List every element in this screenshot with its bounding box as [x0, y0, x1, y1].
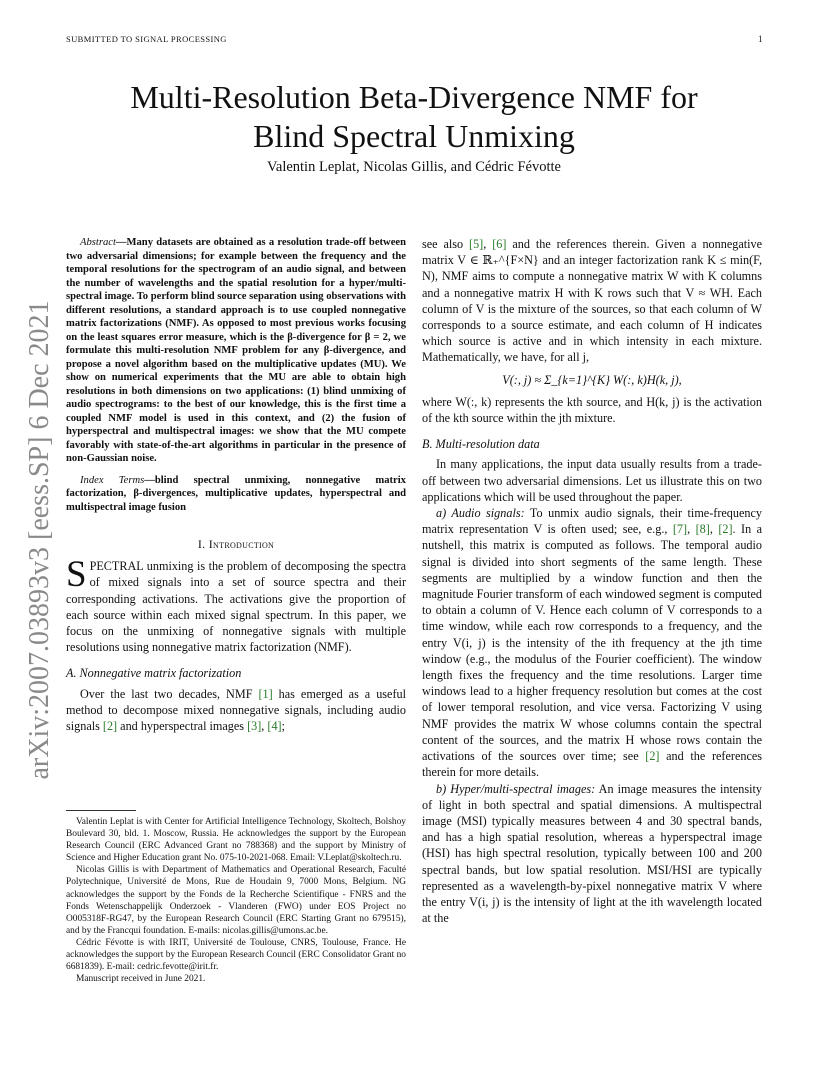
page-number: 1: [758, 34, 763, 44]
footnote-rule: [66, 810, 136, 811]
nmf-definition-paragraph: see also [5], [6] and the references therein. Given a nonnegative matrix V ∈ ℝ₊^{F×N} and an integer factorization rank K ≤ min(F, N), NMF aims to compute a nonnegative matrix W with K columns and a nonnegative matrix H with K rows such that V ≈ WH. Each column of V is the mixture of the sources, so that each column of W corresponds to a source estimate, and each column of H indicates which source is active and in which intensity in each mixture. Mathematically, we have, for all j,: [422, 237, 763, 365]
citation-link[interactable]: [4]: [267, 719, 282, 734]
citation-link[interactable]: [2]: [645, 749, 660, 764]
subsection-heading-nmf: A. Nonnegative matrix factorization: [66, 666, 242, 681]
section-heading-introduction: I. Introduction: [197, 537, 275, 551]
hyperspectral-paragraph: b) Hyper/multi-spectral images: An image measures the intensity of light in both spectral and spatial dimensions. A multispectral image (MSI) typically measures between 4 and 30 spectral bands, and has a high spatial resolution, whereas a hyperspectral image (HSI) has high spectral resolution, typically between 100 and 200 spectral bands, but low spatial resolution. MSI/HSI are typically represented as a wavelength-by-pixel nonnegative matrix V where the entry V(i, j) is the intensity of light at the ith wavelength located at the: [422, 781, 762, 926]
subsection-heading-multires: B. Multi-resolution data: [422, 437, 540, 452]
audio-paragraph: a) Audio signals: To unmix audio signals, their time-frequency matrix representation V is often used; see, e.g., [7], [8], [2]. In a nutshell, this matrix is computed as follows. The temporal audio signal is divided into short segments of the same length. These segments are multiplied by a window function and then the magnitude Fourier transform of each windowed segment is computed to obtain a column of V. Hence each column of V corresponds to a time window, while each row corresponds to a frequency, and the entry V(i, j) is the intensity of the ith frequency at the jth time window (e.g., the modulus of the Fourier coefficient). The window length fixes the frequency and the time resolutions. Larger time windows lead to a higher frequency resolution but comes at the cost of lower temporal resolution, and vice versa. Factorizing V using NMF provides the matrix W whose columns contain the spectral content of the sources, and the matrix H whose rows contain the activations of the sources over time; see [2] and the references therein for more details.: [422, 506, 763, 780]
equation-explanation: where W(:, k) represents the kth source, and H(k, j) is the activation of the kth source within the jth mixture.: [422, 394, 762, 426]
left-column: [66, 236, 406, 734]
footnote-fevotte: Cédric Févotte is with IRIT, Université de Toulouse, CNRS, Toulouse, France. He acknowledges the support by the European Research Council (ERC Consolidator Grant no 6681839). E-mail: cedric.fevotte@irit.fr.: [66, 937, 406, 973]
index-terms-text: —blind spectral unmixing, nonnegative matrix factorization, β-divergences, multiplicative updates, hyperspectral and multispectral image fusion: [66, 474, 406, 513]
title-line-1: Multi-Resolution Beta-Divergence NMF for: [130, 79, 698, 115]
citation-link[interactable]: [2]: [718, 522, 733, 537]
hyperspectral-heading: b) Hyper/multi-spectral images:: [436, 781, 596, 796]
citation-link[interactable]: [6]: [492, 237, 507, 251]
nmf-paragraph: Over the last two decades, NMF [1] has emerged as a useful method to decompose mixed nonnegative signals, including audio signals [2] and hyperspectral images [3], [4];: [66, 686, 406, 734]
footnotes: [66, 816, 406, 985]
abstract: [66, 236, 406, 466]
citation-link[interactable]: [2]: [102, 719, 118, 734]
equation-mixture: V(:, j) ≈ Σ_{k=1}^{K} W(:, k)H(k, j),: [502, 372, 682, 387]
paper-title: [66, 78, 762, 156]
index-terms-label: Index Terms: [80, 474, 145, 486]
footnote-manuscript: Manuscript received in June 2021.: [76, 974, 206, 985]
index-terms: [66, 474, 406, 515]
citation-link[interactable]: [1]: [258, 686, 273, 701]
citation-link[interactable]: [7]: [672, 522, 688, 537]
right-column: [422, 236, 762, 926]
dropcap: S: [66, 554, 87, 596]
arxiv-sidebar: [20, 300, 60, 780]
running-header: SUBMITTED TO SIGNAL PROCESSING: [66, 34, 227, 44]
multires-paragraph: In many applications, the input data usually results from a trade-off between two adversarial dimensions. Let us illustrate this on two applications which will be used throughout the paper.: [422, 457, 762, 504]
title-line-2: Blind Spectral Unmixing: [253, 118, 575, 154]
authors: Valentin Leplat, Nicolas Gillis, and Cédric Févotte: [267, 159, 561, 175]
abstract-text: —Many datasets are obtained as a resolution trade-off between two adversarial dimensions; for example between the frequency and the temporal resolutions for the spectrogram of an audio signal, and between the number of wavelengths and the spatial resolution for a hyper/multi-spectral image. To perform blind source separation using observations with different resolutions, a standard approach is to use coupled nonnegative matrix factorizations (NMF). As opposed to most previous works focusing on the least squares error measure, which is the β-divergence for β = 2, we formulate this multi-resolution NMF problem for any β-divergence, and propose a novel algorithm based on the multiplicative updates (MU). We show on numerical experiments that the MU are able to obtain high resolutions in both dimensions on two applications: (1) blind unmixing of audio spectrograms: to the best of our knowledge, this is the first time a coupled NMF model is used in this context, and (2) the fusion of hyperspectral and multispectral images: we show that the MU compete favorably with state-of-the-art algorithms in particular in the presence of non-Gaussian noise.: [66, 237, 406, 464]
citation-link[interactable]: [5]: [469, 237, 484, 251]
abstract-label: Abstract: [80, 237, 116, 248]
citation-link[interactable]: [3]: [247, 719, 262, 734]
footnote-leplat: Valentin Leplat is with Center for Artificial Intelligence Technology, Skoltech, Bolshoy Boulevard 30, bld. 1. Moscow, Russia. He acknowledges the support by the European Research Council (ERC Advanced Grant no 788368) and the support by Ministry of Science and Higher Education grant No. 075-10-2021-068. Email: V.Leplat@skoltech.ru.: [66, 817, 406, 864]
arxiv-identifier[interactable]: arXiv:2007.03893v3 [eess.SP] 6 Dec 2021: [24, 300, 55, 780]
citation-link[interactable]: [8]: [695, 522, 710, 537]
footnote-gillis: Nicolas Gillis is with Department of Mathematics and Operational Research, Faculté Polytechnique, Université de Mons, Rue de Houdain 9, 7000 Mons, Belgium. NG acknowledges the support by the Fonds de la Recherche Scientifique - FNRS and the Fonds Wetenschappelijk Onderzoek - Vlanderen (FWO) under EOS Project no O005318F-RG47, by the European Research Council (ERC Starting Grant no 679515), and by the Francqui foundation. E-mails: nicolas.gillis@umons.ac.be.: [66, 865, 406, 936]
audio-heading: a) Audio signals:: [436, 506, 525, 521]
intro-paragraph: SPECTRAL unmixing is the problem of decomposing the spectra of mixed signals into a set of source spectra and their corresponding activations. The activations give the proportion of each source within each mixed signal spectrum. In this paper, we focus on the unmixing of nonnegative signals with multiple resolutions using nonnegative matrix factorization (NMF).: [66, 554, 406, 655]
